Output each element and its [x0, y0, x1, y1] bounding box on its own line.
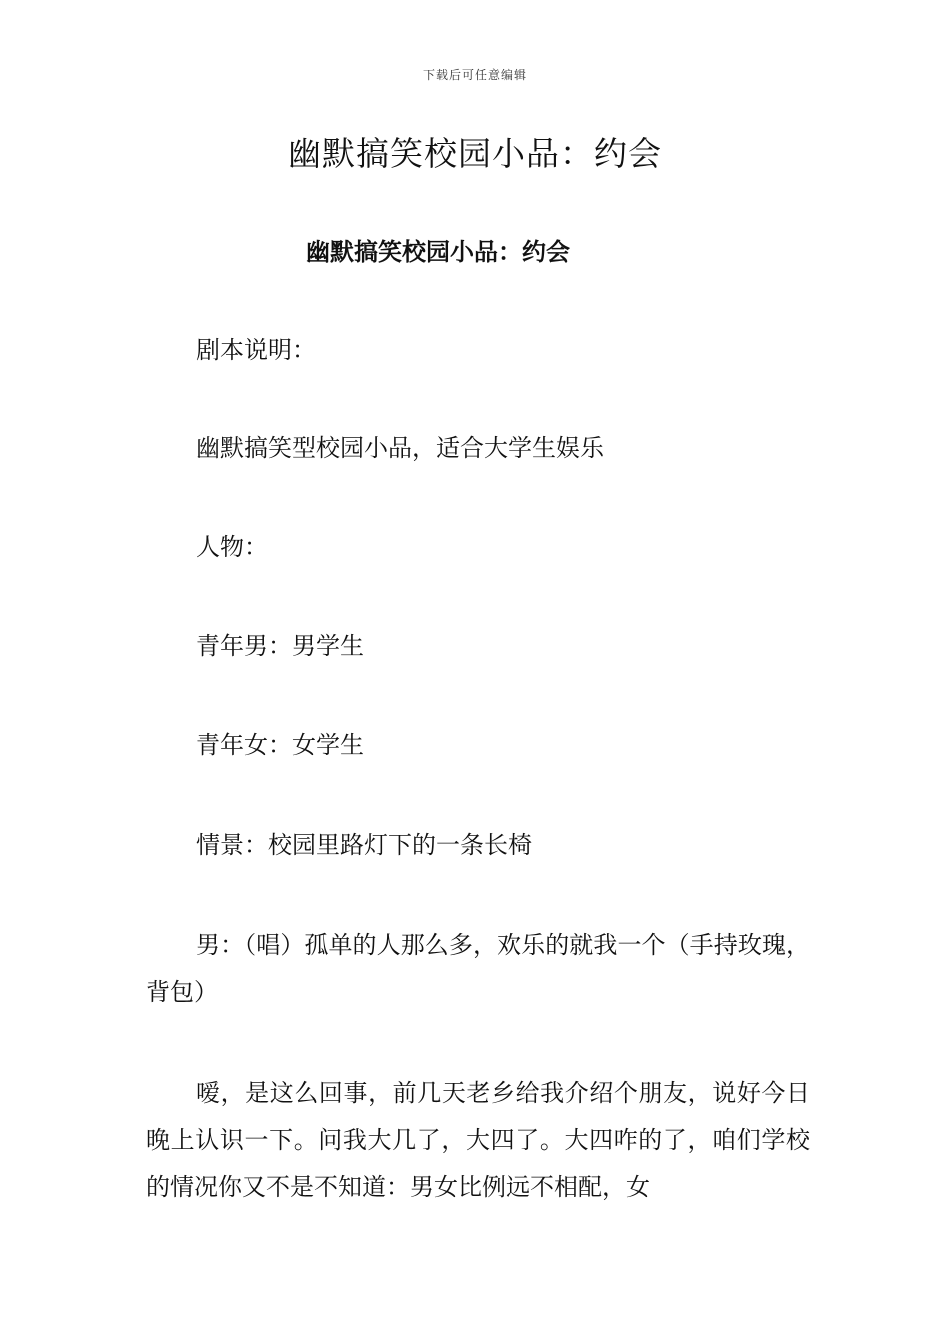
paragraph-script-note: 剧本说明：	[196, 336, 316, 364]
paragraph-dialogue-1: 男：（唱）孤单的人那么多，欢乐的就我一个（手持玫瑰，背包）	[146, 931, 810, 1006]
document-title: 幽默搞笑校园小品：约会	[288, 134, 662, 173]
paragraph-dialogue-2: 嗳，是这么回事，前几天老乡给我介绍个朋友，说好今日晚上认识一下。问我大几了，大四了。大四咋的了，咱们学校的情况你又不是不知道：男女比例远不相配，女	[146, 1079, 810, 1201]
paragraph-description: 幽默搞笑型校园小品，适合大学生娱乐	[196, 434, 604, 462]
paragraph-male-role: 青年男：男学生	[196, 632, 364, 660]
paragraph-characters: 人物：	[196, 533, 268, 561]
paragraph-scene: 情景：校园里路灯下的一条长椅	[196, 831, 532, 859]
header-note: 下载后可任意编辑	[422, 68, 527, 82]
document-subtitle: 幽默搞笑校园小品：约会	[306, 237, 570, 266]
paragraph-female-role: 青年女：女学生	[196, 731, 364, 759]
